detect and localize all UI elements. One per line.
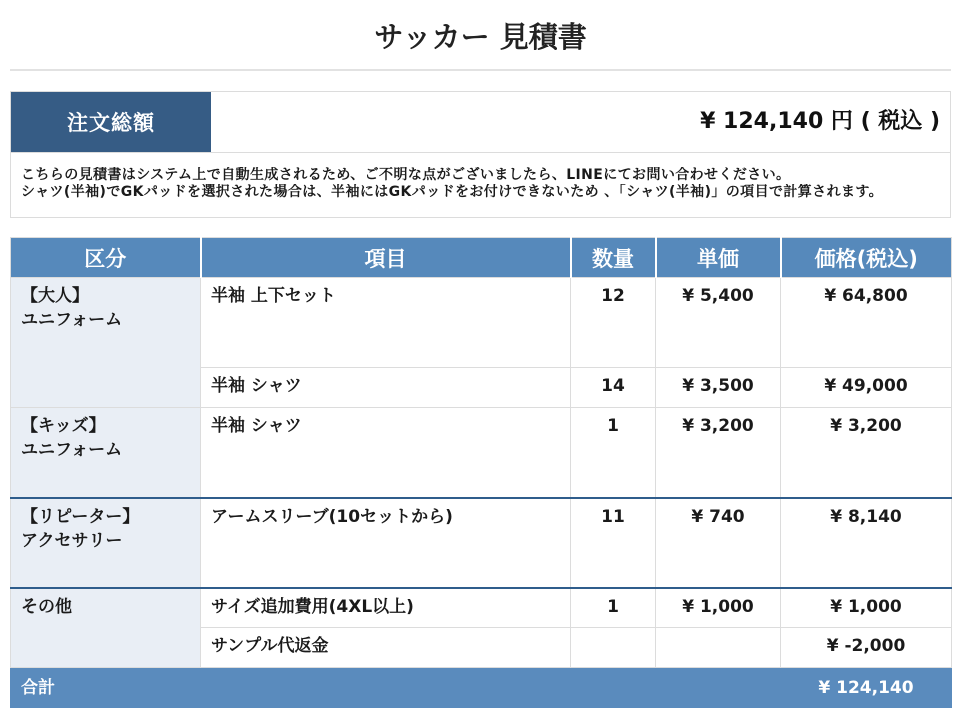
quantity-cell: 1: [571, 588, 656, 628]
item-cell: 半袖 上下セット: [201, 278, 571, 368]
item-cell: 半袖 シャツ: [201, 368, 571, 408]
unit-price-cell: [656, 628, 781, 668]
unit-price-cell: ¥ 3,200: [656, 408, 781, 498]
category-line: 【キッズ】: [21, 416, 106, 436]
category-line: その他: [21, 596, 72, 617]
table-header-row: [11, 238, 952, 278]
table-row: [11, 588, 952, 628]
category-line: 【リピーター】: [21, 506, 140, 527]
quantity-cell: 12: [571, 278, 656, 368]
category-cell: [11, 588, 201, 668]
category-line: 【大人】: [21, 286, 89, 306]
table-row: [11, 408, 952, 498]
item-cell: 半袖 シャツ: [201, 408, 571, 498]
price-cell: ¥ 49,000: [781, 368, 952, 408]
total-value: ¥ 124,140: [781, 668, 952, 708]
price-cell: ¥ 3,200: [781, 408, 952, 498]
page-title: サッカー 見積書: [374, 20, 587, 54]
order-total-row: [11, 92, 950, 153]
notice-line: シャツ(半袖)でGKパッドを選択された場合は、半袖にはGKパッドをお付けできないため 、「シャツ(半袖)」の項目で計算されます。: [21, 184, 884, 200]
column-header-item: 項目: [201, 238, 571, 278]
price-cell: ¥ 8,140: [781, 498, 952, 588]
column-header-price: 価格(税込): [781, 238, 952, 278]
category-line: ユニフォーム: [21, 310, 123, 330]
title-divider: [10, 69, 951, 71]
table-row: [11, 498, 952, 588]
unit-price-cell: ¥ 3,500: [656, 368, 781, 408]
item-cell: サイズ追加費用(4XL以上): [201, 588, 571, 628]
total-label: 合計: [11, 668, 781, 708]
quantity-cell: 1: [571, 408, 656, 498]
order-total-label: 注文総額: [11, 92, 211, 152]
unit-price-cell: ¥ 740: [656, 498, 781, 588]
order-total-panel: [10, 91, 951, 218]
price-cell: ¥ -2,000: [781, 628, 952, 668]
estimate-table: [10, 237, 952, 708]
category-line: アクセサリー: [21, 530, 123, 551]
item-cell: アームスリーブ(10セットから): [201, 498, 571, 588]
quantity-cell: 11: [571, 498, 656, 588]
notice-text: [11, 153, 950, 201]
column-header-quantity: 数量: [571, 238, 656, 278]
quantity-cell: 14: [571, 368, 656, 408]
price-cell: ¥ 64,800: [781, 278, 952, 368]
unit-price-cell: ¥ 1,000: [656, 588, 781, 628]
category-cell: [11, 408, 201, 498]
price-cell: ¥ 1,000: [781, 588, 952, 628]
table-row: [11, 278, 952, 368]
category-line: ユニフォーム: [21, 440, 123, 460]
order-total-amount: ¥ 124,140 円 ( 税込 ): [700, 109, 940, 134]
quantity-cell: [571, 628, 656, 668]
column-header-category: 区分: [11, 238, 201, 278]
unit-price-cell: ¥ 5,400: [656, 278, 781, 368]
column-header-unit-price: 単価: [656, 238, 781, 278]
item-cell: サンプル代返金: [201, 628, 571, 668]
notice-line: こちらの見積書はシステム上で自動生成されるため、ご不明な点がございましたら、LINEにてお問い合わせください。: [21, 167, 791, 183]
category-cell: [11, 278, 201, 408]
category-cell: [11, 498, 201, 588]
total-row: [11, 668, 952, 708]
